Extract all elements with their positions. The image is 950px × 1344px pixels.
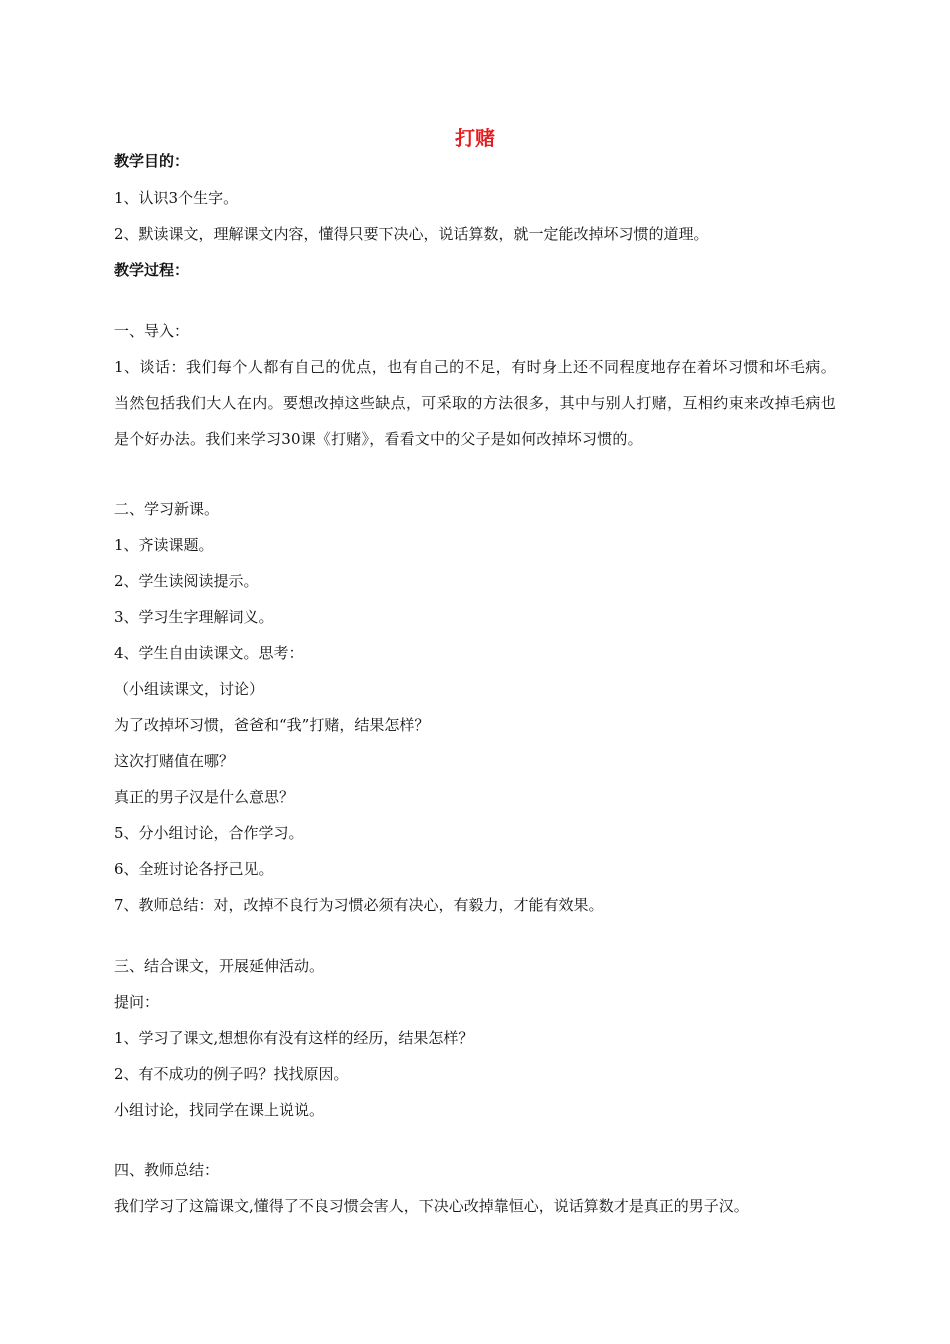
section2-line-11: 7、教师总结：对，改掉不良行为习惯必须有决心，有毅力，才能有效果。 [114,896,604,914]
section2-line-2: 2、学生读阅读提示。 [114,572,259,590]
section2-line-5: （小组读课文，讨论） [114,680,265,698]
section2-line-10: 6、全班讨论各抒己见。 [114,860,274,878]
section3-heading: 三、结合课文，开展延伸活动。 [114,957,325,975]
objective-item-1: 1、认识3个生字。 [114,189,239,207]
section2-line-8: 真正的男子汉是什么意思？ [114,788,295,806]
section2-line-3: 3、学习生字理解词义。 [114,608,274,626]
section3-line-3: 2、有不成功的例子吗？找找原因。 [114,1065,349,1083]
section2-line-1: 1、齐读课题。 [114,536,214,554]
section4-paragraph: 我们学习了这篇课文,懂得了不良习惯会害人，下决心改掉靠恒心，说话算数才是真正的男子汉。 [114,1197,749,1215]
section2-line-7: 这次打赌值在哪？ [114,752,235,770]
document-title: 打赌 [455,126,495,150]
section2-line-6: 为了改掉坏习惯，爸爸和“我”打赌，结果怎样？ [114,716,430,734]
process-heading: 教学过程： [114,261,190,279]
section1-heading: 一、导入： [114,322,190,340]
section2-line-9: 5、分小组讨论，合作学习。 [114,824,304,842]
section2-line-4: 4、学生自由读课文。思考： [114,644,304,662]
section3-line-4: 小组讨论，找同学在课上说说。 [114,1101,325,1119]
objectives-heading: 教学目的： [114,152,190,170]
section4-heading: 四、教师总结： [114,1161,220,1179]
section3-line-2: 1、学习了课文,想想你有没有这样的经历，结果怎样？ [114,1029,474,1047]
section2-heading: 二、学习新课。 [114,500,220,518]
section3-line-1: 提问： [114,993,160,1011]
objective-item-2: 2、默读课文，理解课文内容，懂得只要下决心，说话算数，就一定能改掉坏习惯的道理。 [114,225,709,243]
section1-paragraph: 1、谈话：我们每个人都有自己的优点，也有自己的不足，有时身上还不同程度地存在着坏习惯和坏毛病。当然包括我们大人在内。要想改掉这些缺点，可采取的方法很多，其中与别人打赌，互相约束来改掉毛病也是个好办法。我们来学习30课《打赌》，看看文中的父子是如何改掉坏习惯的。 [114,358,836,448]
